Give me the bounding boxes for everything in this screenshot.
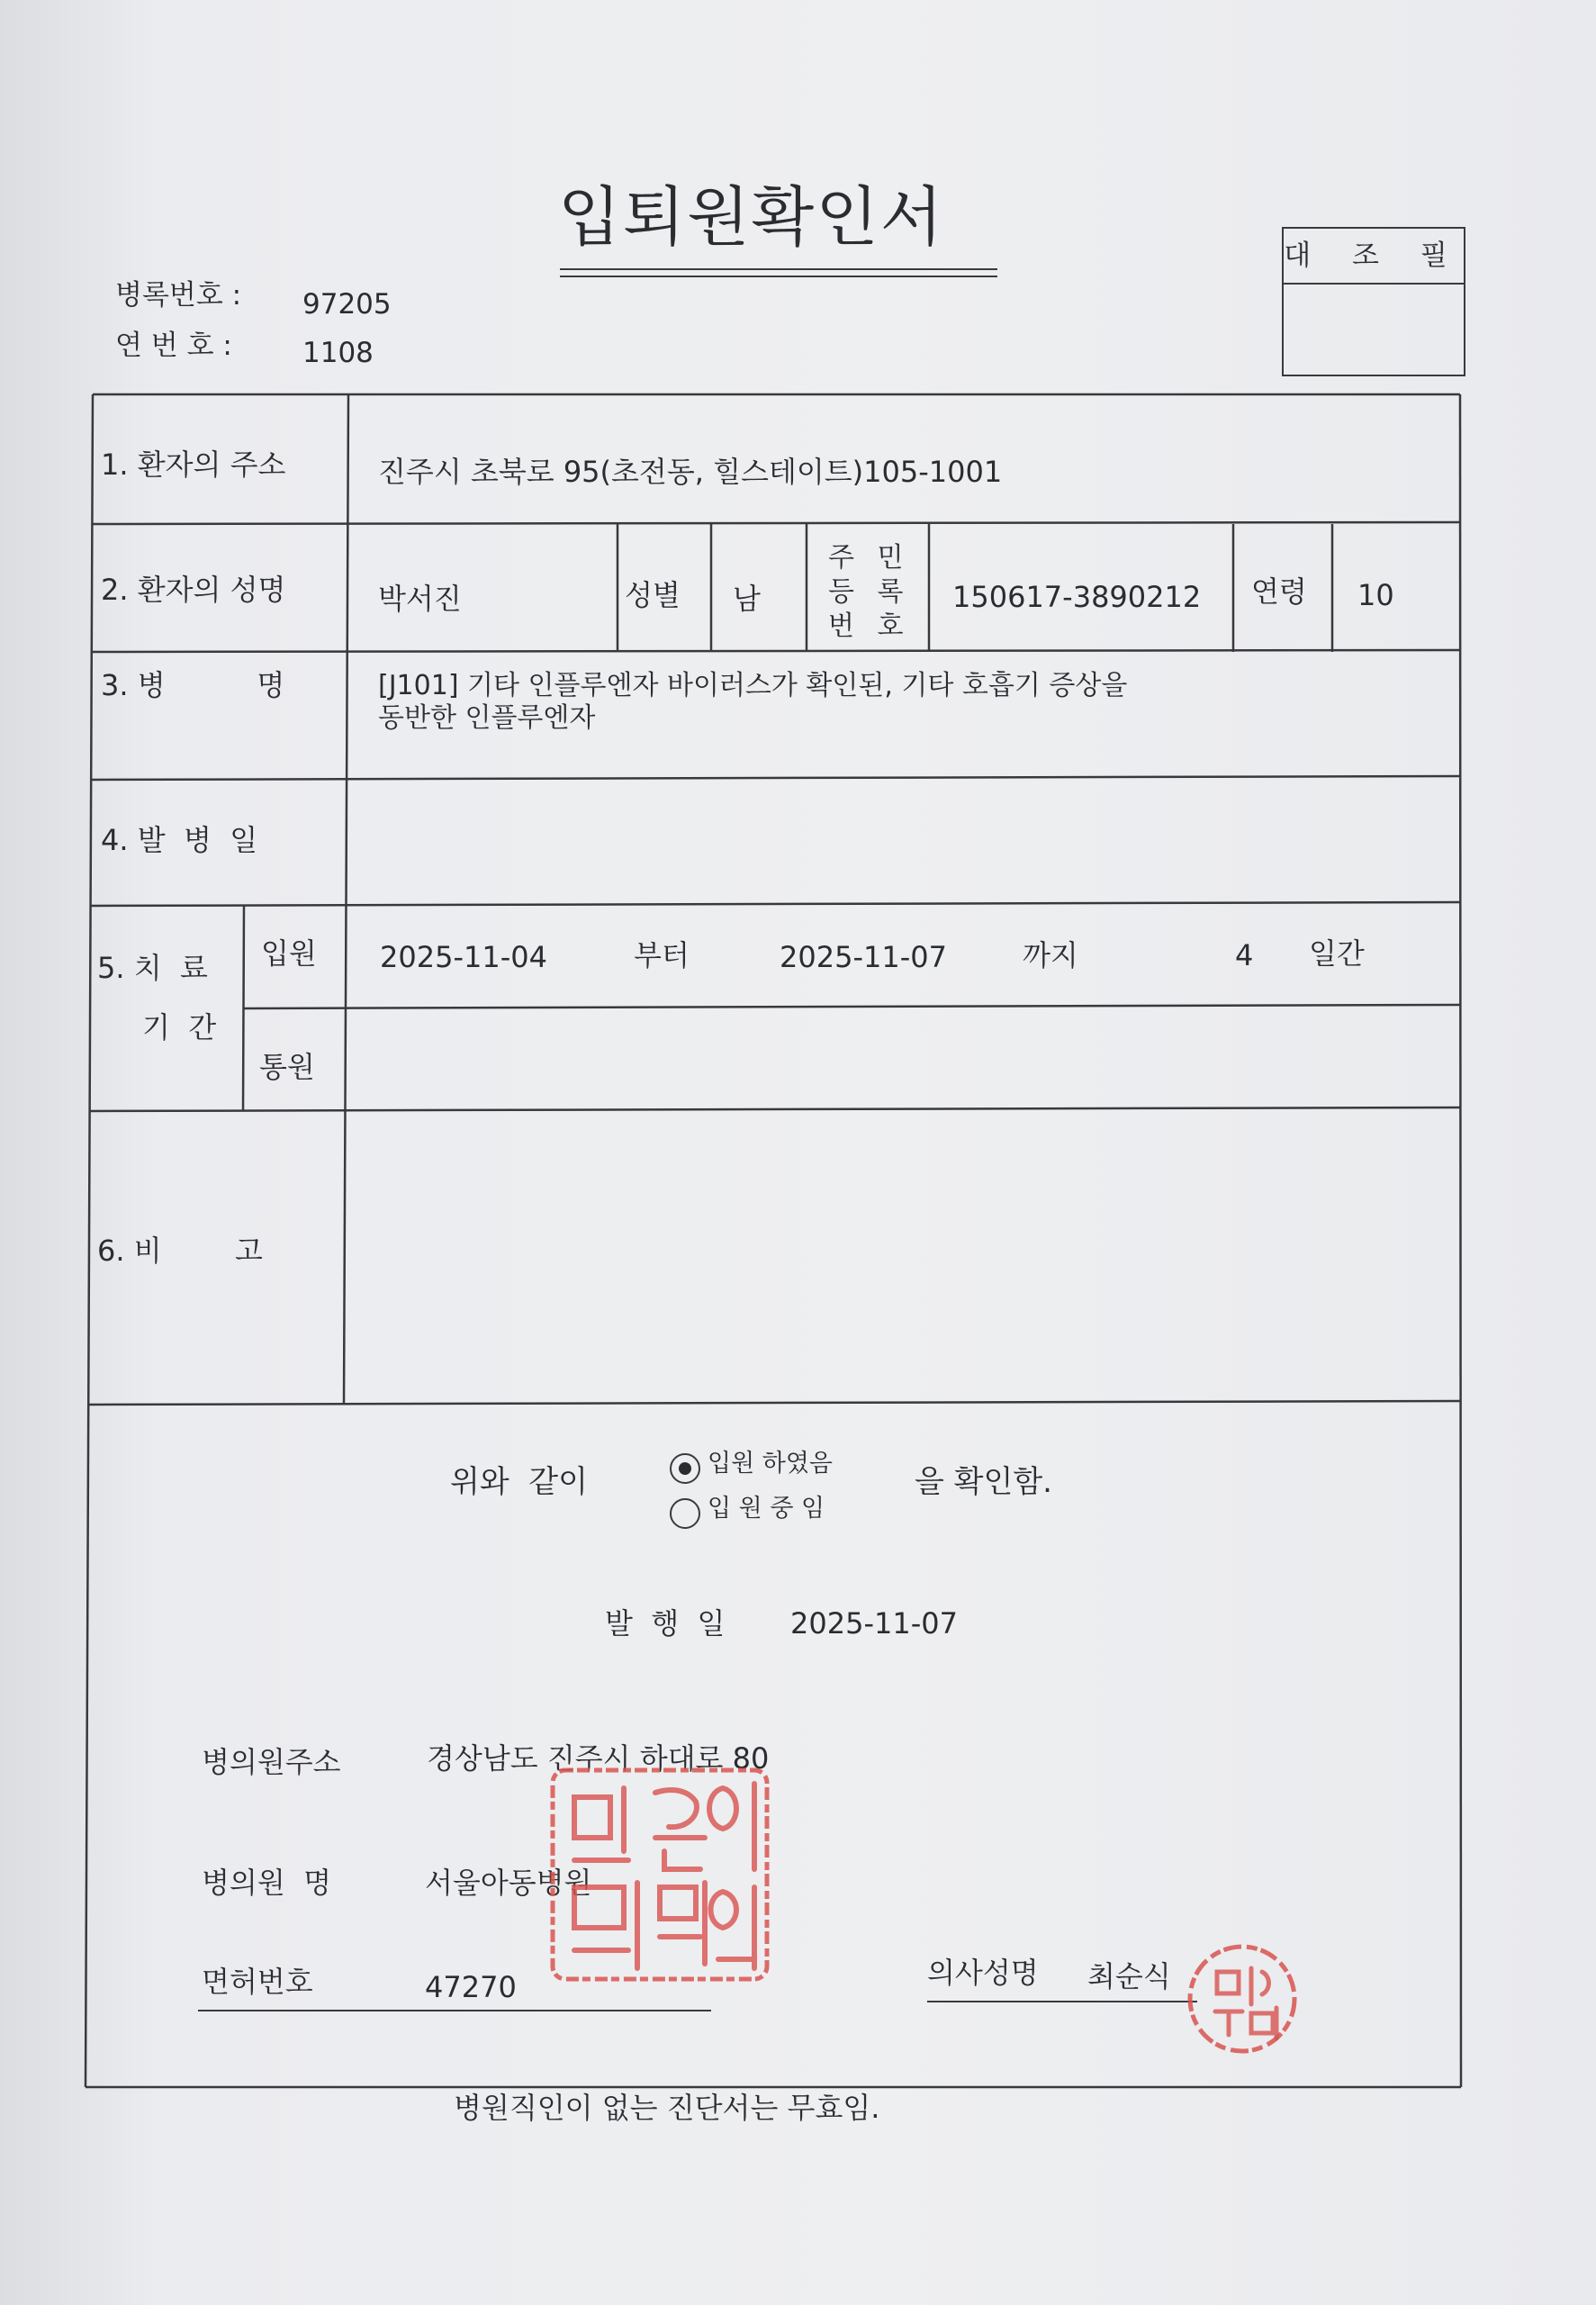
confirm-suffix: 을 확인함.: [915, 1464, 1052, 1500]
rrn-label-line2: 등 록: [828, 576, 911, 608]
license-label: 면허번호: [202, 1965, 313, 1999]
admitted-radio[interactable]: [670, 1453, 700, 1484]
record-no-value: 97205: [302, 288, 392, 321]
rrn-label-line3: 번 호: [828, 610, 911, 642]
footer-note: 병원직인이 없는 진단서는 무효임.: [454, 2091, 880, 2125]
issue-date: 2025-11-07: [790, 1606, 958, 1641]
disease-line2: 동반한 인플루엔자: [378, 702, 596, 734]
from-label: 부터: [634, 938, 690, 972]
in-hospital-option-label: 입 원 중 임: [708, 1495, 825, 1523]
inpatient-from-date: 2025-11-04: [380, 940, 547, 974]
period-label: 5. 치 료: [97, 951, 208, 985]
record-no-label: 병록번호 :: [115, 279, 242, 312]
period-label: 기 간: [142, 1010, 217, 1044]
disease-label: 3. 병 명: [101, 668, 285, 702]
hospital-seal-stamp: [547, 1761, 772, 1986]
patient-age: 10: [1357, 578, 1394, 612]
patient-address: 진주시 초북로 95(초전동, 힐스테이트)105-1001: [378, 455, 1003, 489]
hospital-address: 경상남도 진주시 하대로 80: [427, 1741, 770, 1776]
document-title: 입퇴원확인서: [558, 179, 945, 255]
patient-rrn: 150617-3890212: [952, 580, 1202, 614]
serial-no-label: 연 번 호 :: [115, 330, 232, 362]
days-label: 일간: [1309, 936, 1365, 971]
compare-box-label: 대 조 필: [1284, 229, 1464, 285]
license-underline: [198, 2010, 711, 2011]
serial-no-value: 1108: [302, 337, 374, 369]
outpatient-label: 통원: [259, 1050, 315, 1084]
name-label: 2. 환자의 성명: [101, 573, 286, 607]
doctor-seal-stamp: [1179, 1936, 1305, 2062]
sex-label: 성별: [625, 578, 681, 612]
rrn-label-line1: 주 민: [828, 542, 911, 574]
doctor-name-label: 의사성명: [927, 1956, 1039, 1990]
age-label: 연령: [1251, 574, 1307, 609]
license-number: 47270: [425, 1970, 517, 2004]
address-label: 1. 환자의 주소: [101, 447, 286, 482]
admitted-option-label: 입원 하였음: [708, 1450, 833, 1478]
inpatient-to-date: 2025-11-07: [780, 940, 947, 974]
doctor-name: 최순식: [1087, 1959, 1171, 1993]
hospital-name: 서울아동병원: [425, 1866, 592, 1900]
patient-sex: 남: [733, 582, 761, 616]
to-label: 까지: [1023, 938, 1078, 972]
doctor-underline: [927, 2001, 1197, 2002]
hospital-address-label: 병의원주소: [202, 1745, 341, 1779]
onset-label: 4. 발 병 일: [101, 823, 258, 857]
hospital-name-label: 병의원 명: [202, 1866, 331, 1900]
disease-line1: [J101] 기타 인플루엔자 바이러스가 확인된, 기타 호흡기 증상을: [378, 670, 1128, 701]
in-hospital-radio[interactable]: [670, 1498, 700, 1529]
inpatient-days: 4: [1235, 938, 1254, 972]
issue-date-label: 발 행 일: [605, 1606, 726, 1641]
confirm-prefix: 위와 같이: [450, 1464, 588, 1500]
radio-selected-dot: [679, 1462, 691, 1475]
inpatient-label: 입원: [261, 936, 317, 971]
patient-name: 박서진: [378, 582, 462, 616]
remarks-label: 6. 비 고: [97, 1234, 263, 1268]
